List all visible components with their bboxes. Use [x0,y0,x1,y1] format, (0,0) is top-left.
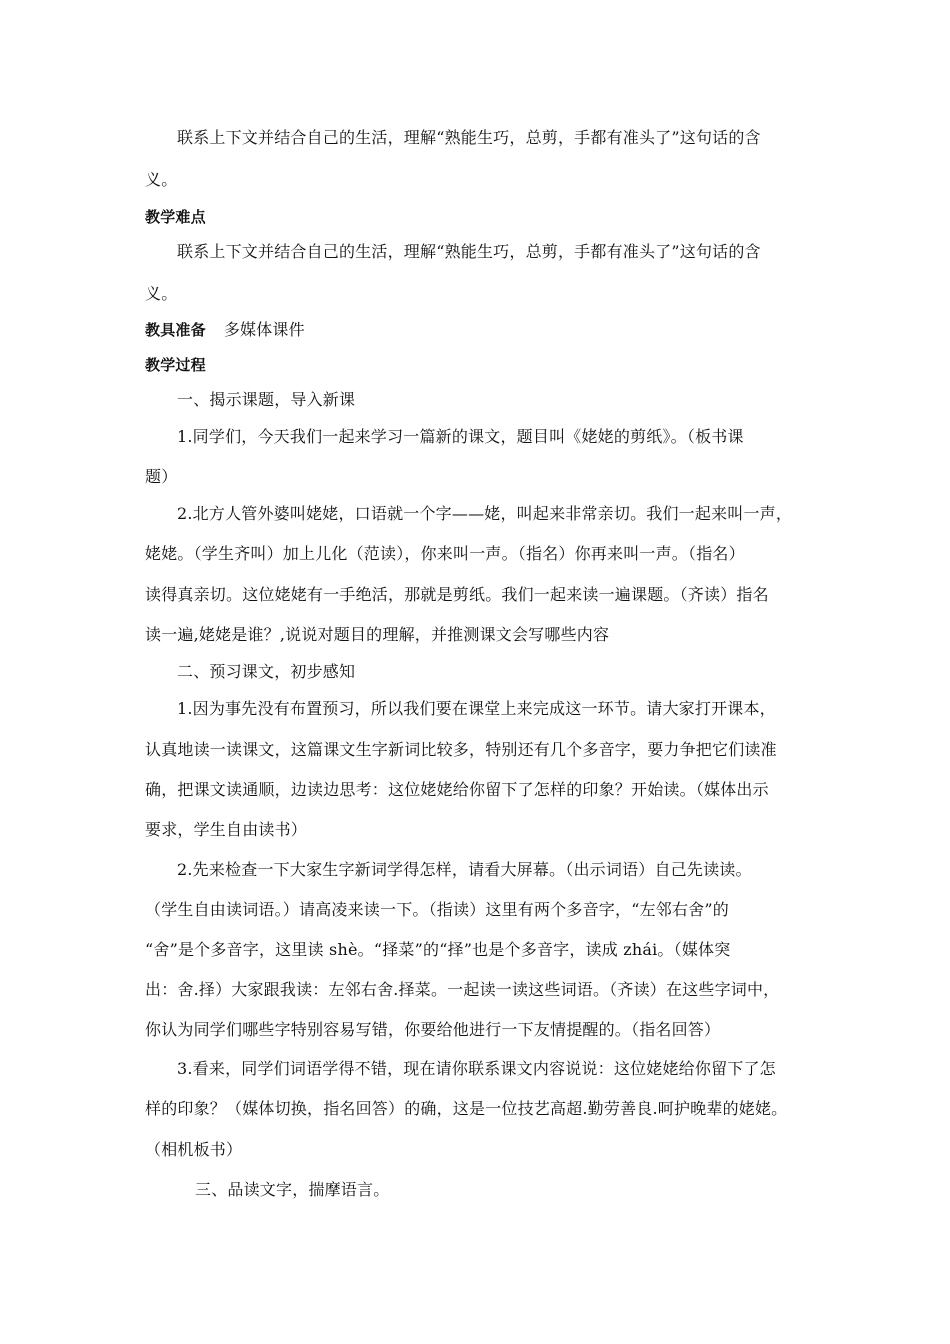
section-heading: 教具准备 [145,321,206,339]
paragraph-line: 认真地读一读课文，这篇课文生字新词比较多，特别还有几个多音字，要力争把它们读准 [145,740,777,759]
paragraph-line: 1.同学们，今天我们一起来学习一篇新的课文，题目叫《姥姥的剪纸》。（板书课 [177,427,744,446]
paragraph-line: 读一遍,姥姥是谁？,说说对题目的理解，并推测课文会写哪些内容 [145,625,610,644]
paragraph-line: “舍”是个多音字，这里读 shè。“择菜”的“择”也是个多音字，读成 zhái。（媒体突 [145,940,731,959]
paragraph-line: 你认为同学们哪些字特别容易写错，你要给他进行一下友情提醒的。（指名回答） [145,1020,721,1039]
paragraph-line: 确，把课文读通顺，边读边思考：这位姥姥给你留下了怎样的印象？开始读。（媒体出示 [145,780,769,799]
paragraph-line: 题） [145,467,178,486]
paragraph-line: 3.看来，同学们词语学得不错，现在请你联系课文内容说说：这位姥姥给你留下了怎 [177,1059,776,1078]
paragraph-line: 1.因为事先没有布置预习，所以我们要在课堂上来完成这一环节。请大家打开课本， [177,699,776,718]
paragraph-line: （相机板书） [145,1140,243,1159]
paragraph-line: 姥姥。（学生齐叫）加上儿化（范读），你来叫一声。（指名）你再来叫一声。（指名） [145,544,745,563]
paragraph-line: 样的印象？（媒体切换，指名回答）的确，这是一位技艺高超.勤劳善良.呵护晚辈的姥姥。 [145,1099,788,1118]
section-heading: 教学难点 [145,208,206,226]
subsection-title: 一、揭示课题，导入新课 [177,390,356,409]
paragraph-line: 出：舍.择）大家跟我读：左邻右舍.择菜。一起读一读这些词语。（齐读）在这些字词中， [145,980,780,999]
paragraph-line: 联系上下文并结合自己的生活，理解“熟能生巧，总剪，手都有准头了”这句话的含 [177,128,761,147]
paragraph-line: 义。 [145,170,178,189]
section-value: 多媒体课件 [223,320,305,339]
paragraph-line: 2.先来检查一下大家生字新词学得怎样，请看大屏幕。（出示词语）自己先读读。 [177,860,752,879]
paragraph-line: 2.北方人管外婆叫姥姥，口语就一个字——姥，叫起来非常亲切。我们一起来叫一声， [177,504,793,523]
paragraph-line: 要求，学生自由读书） [145,820,308,839]
subsection-title: 三、品读文字，揣摩语言。 [195,1180,390,1199]
section-heading-with-value [145,318,815,342]
section-heading: 教学过程 [145,356,206,374]
paragraph-line: 联系上下文并结合自己的生活，理解“熟能生巧，总剪，手都有准头了”这句话的含 [177,242,761,261]
paragraph-line: （学生自由读词语。）请高凌来读一下。（指读）这里有两个多音字，“左邻右舍”的 [145,900,729,919]
paragraph-line: 读得真亲切。这位姥姥有一手绝活，那就是剪纸。我们一起来读一遍课题。（齐读）指名 [145,585,769,604]
subsection-title: 二、预习课文，初步感知 [177,662,356,681]
paragraph-line: 义。 [145,284,178,303]
